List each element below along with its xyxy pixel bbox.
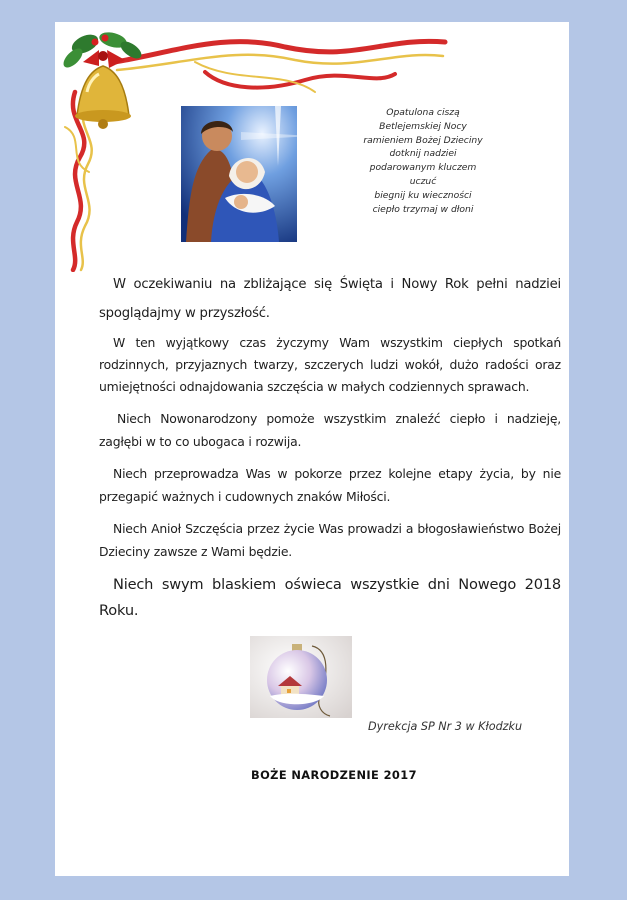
greeting-text [99, 270, 561, 624]
paragraph: W ten wyjątkowy czas życzymy Wam wszystkim ciepłych spotkań rodzinnych, przyjaznych twarzy, szczerych ludzi wokół, dużo radości oraz umiejętności odnajdowania szczęścia w małych codziennych sprawach. [99, 335, 561, 394]
poem-line: uczuć [409, 175, 437, 187]
paragraph: Niech swym blaskiem oświeca wszystkie dni Nowego 2018 Roku. [99, 576, 561, 619]
poem-line: Betlejemskiej Nocy [379, 120, 467, 132]
paragraph: Niech przeprowadza Was w pokorze przez kolejne etapy życia, by nie przegapić ważnych i cudownych znaków Miłości. [99, 466, 561, 504]
poem-line: podarowanym kluczem [369, 162, 477, 174]
paragraph: W oczekiwaniu na zbliżające się Święta i Nowy Rok pełni nadziei spoglądajmy w przyszłość. [99, 277, 561, 321]
poem-line: ciepło trzymaj w dłoni [372, 203, 474, 215]
poem-line: biegnij ku wieczności [374, 189, 472, 201]
poem-line: Opatulona ciszą [386, 107, 460, 118]
nativity-image [181, 106, 297, 242]
poem-block [343, 106, 503, 216]
signature: Dyrekcja SP Nr 3 w Kłodzku [368, 720, 523, 733]
greeting-card [55, 22, 569, 876]
footer-heading: BOŻE NARODZENIE 2017 [251, 768, 417, 782]
poem-line: dotknij nadziei [389, 148, 457, 160]
poem-line: ramieniem Bożej Dzieciny [363, 134, 483, 146]
paragraph: Niech Nowonarodzony pomoże wszystkim znaleźć ciepło i nadzieję, zagłębi w to co ubogaca i rozwija. [99, 411, 561, 449]
paragraph: Niech Anioł Szczęścia przez życie Was prowadzi a błogosławieństwo Bożej Dzieciny zawsze z Wami będzie. [99, 521, 561, 559]
christmas-ornament-image [250, 636, 352, 718]
